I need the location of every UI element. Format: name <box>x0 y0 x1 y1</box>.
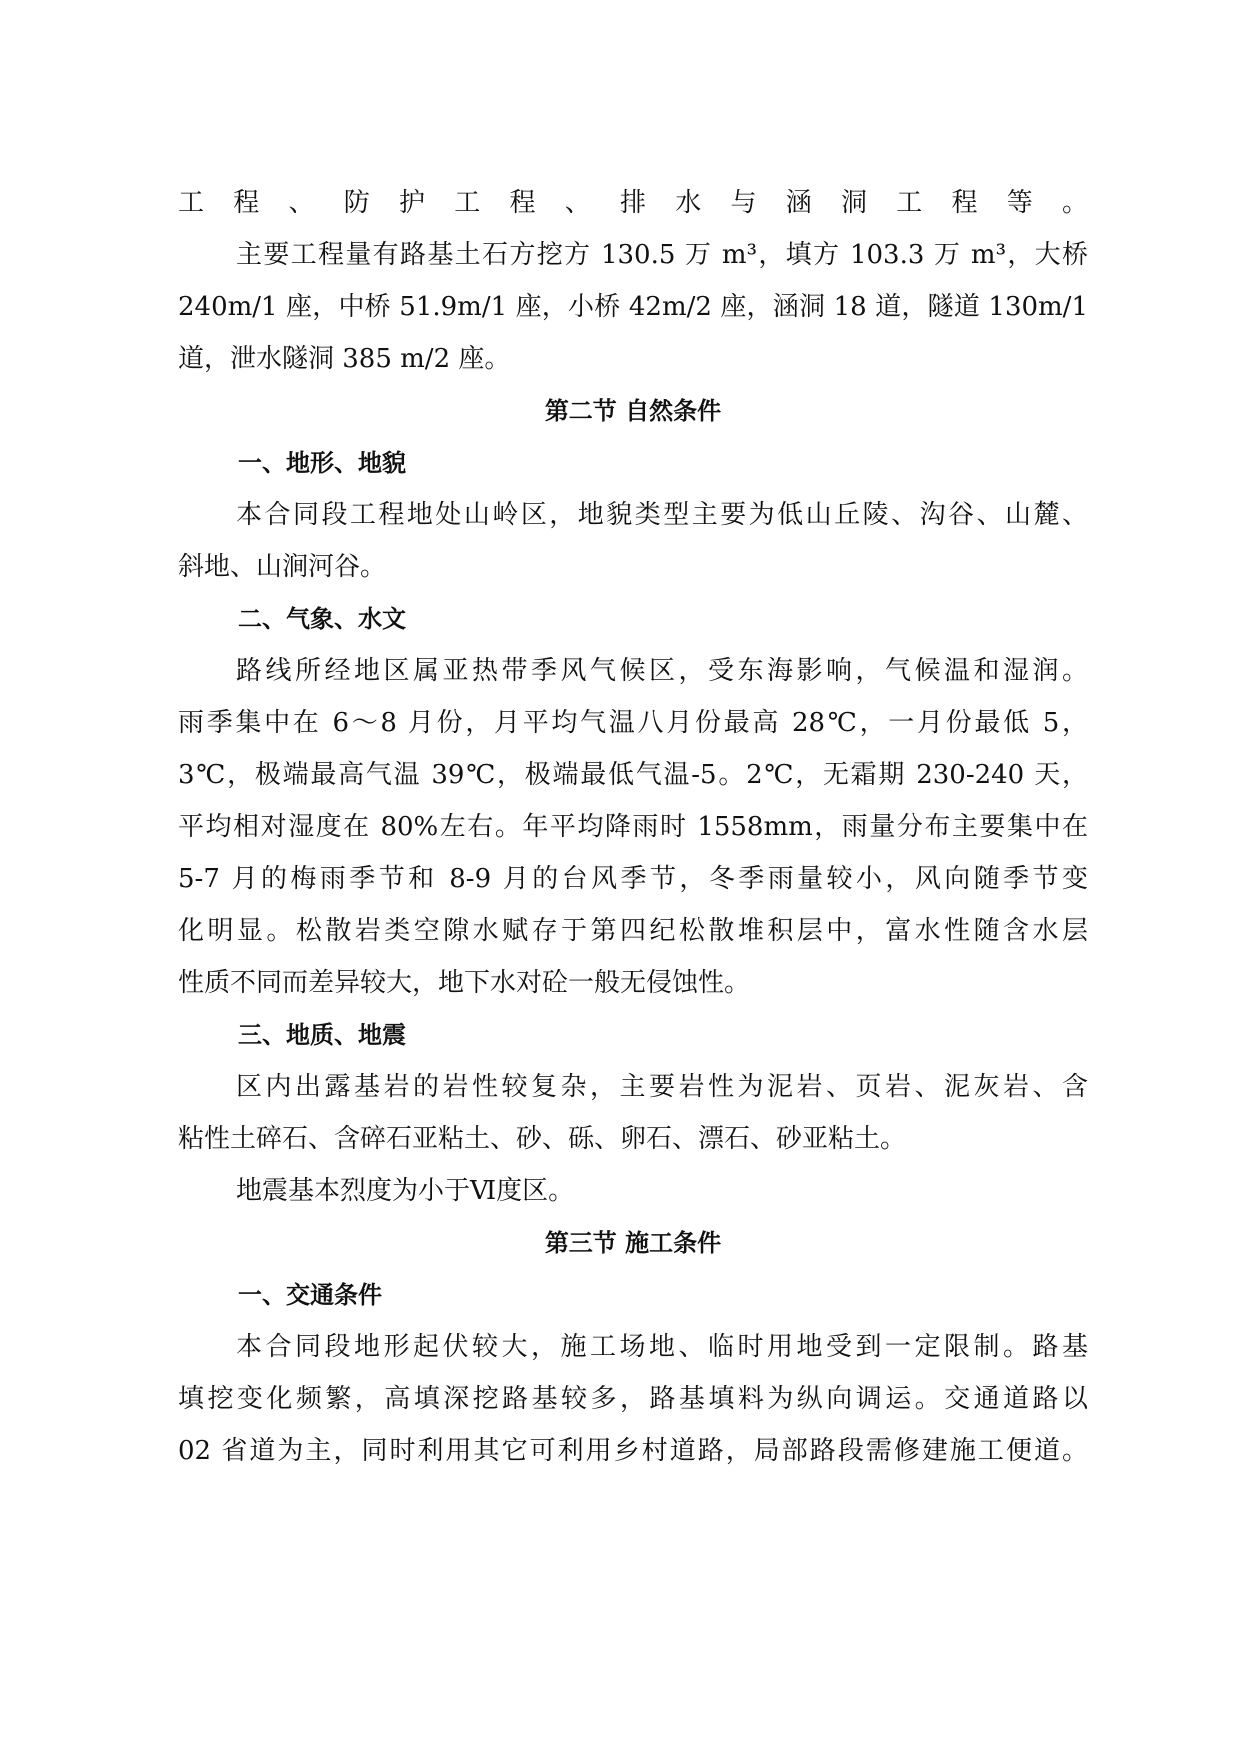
paragraph-line: 粘性土碎石、含碎石亚粘土、砂、砾、卵石、漂石、砂亚粘土。 <box>178 1124 907 1154</box>
subsection-heading: 一、地形、地貌 <box>238 449 406 477</box>
paragraph-line: 性质不同而差异较大，地下水对砼一般无侵蚀性。 <box>178 968 751 998</box>
paragraph-line: 填挖变化频繁，高填深挖路基较多，路基填料为纵向调运。交通道路以 <box>178 1384 1088 1414</box>
paragraph-line: 02 省道为主，同时利用其它可利用乡村道路，局部路段需修建施工便道。 <box>178 1436 1088 1466</box>
paragraph-line: 化明显。松散岩类空隙水赋存于第四纪松散堆积层中，富水性随含水层 <box>178 916 1088 946</box>
paragraph-line: 主要工程量有路基土石方挖方 130.5 万 m³，填方 103.3 万 m³，大桥 <box>236 240 1088 270</box>
paragraph-line: 本合同段地形起伏较大，施工场地、临时用地受到一定限制。路基 <box>236 1332 1088 1362</box>
subsection-heading: 一、交通条件 <box>238 1281 382 1309</box>
paragraph-line: 工程、防护工程、排水与涵洞工程等。 <box>178 188 1088 218</box>
paragraph-line: 雨季集中在 6～8 月份，月平均气温八月份最高 28℃，一月份最低 5， <box>178 708 1088 738</box>
paragraph-line: 本合同段工程地处山岭区，地貌类型主要为低山丘陵、沟谷、山麓、 <box>236 500 1088 530</box>
subsection-heading: 二、气象、水文 <box>238 605 406 633</box>
paragraph-line: 区内出露基岩的岩性较复杂，主要岩性为泥岩、页岩、泥灰岩、含 <box>236 1072 1088 1102</box>
paragraph-line: 3℃，极端最高气温 39℃，极端最低气温-5。2℃，无霜期 230-240 天， <box>178 760 1088 790</box>
paragraph-line: 道，泄水隧洞 385 m/2 座。 <box>178 344 511 374</box>
paragraph-line: 地震基本烈度为小于Ⅵ度区。 <box>236 1176 575 1206</box>
paragraph-line: 240m/1 座，中桥 51.9m/1 座，小桥 42m/2 座，涵洞 18 道，隧道 130m/1 <box>178 292 1088 322</box>
paragraph-line: 斜地、山涧河谷。 <box>178 552 387 582</box>
paragraph-line: 5-7 月的梅雨季节和 8-9 月的台风季节，冬季雨量较小，风向随季节变 <box>178 864 1088 894</box>
paragraph-line: 平均相对湿度在 80%左右。年平均降雨时 1558mm，雨量分布主要集中在 <box>178 812 1088 842</box>
paragraph-line: 路线所经地区属亚热带季风气候区，受东海影响，气候温和湿润。 <box>236 656 1088 686</box>
section-heading: 第二节 自然条件 <box>544 397 722 425</box>
section-heading: 第三节 施工条件 <box>544 1229 722 1257</box>
subsection-heading: 三、地质、地震 <box>238 1021 406 1049</box>
